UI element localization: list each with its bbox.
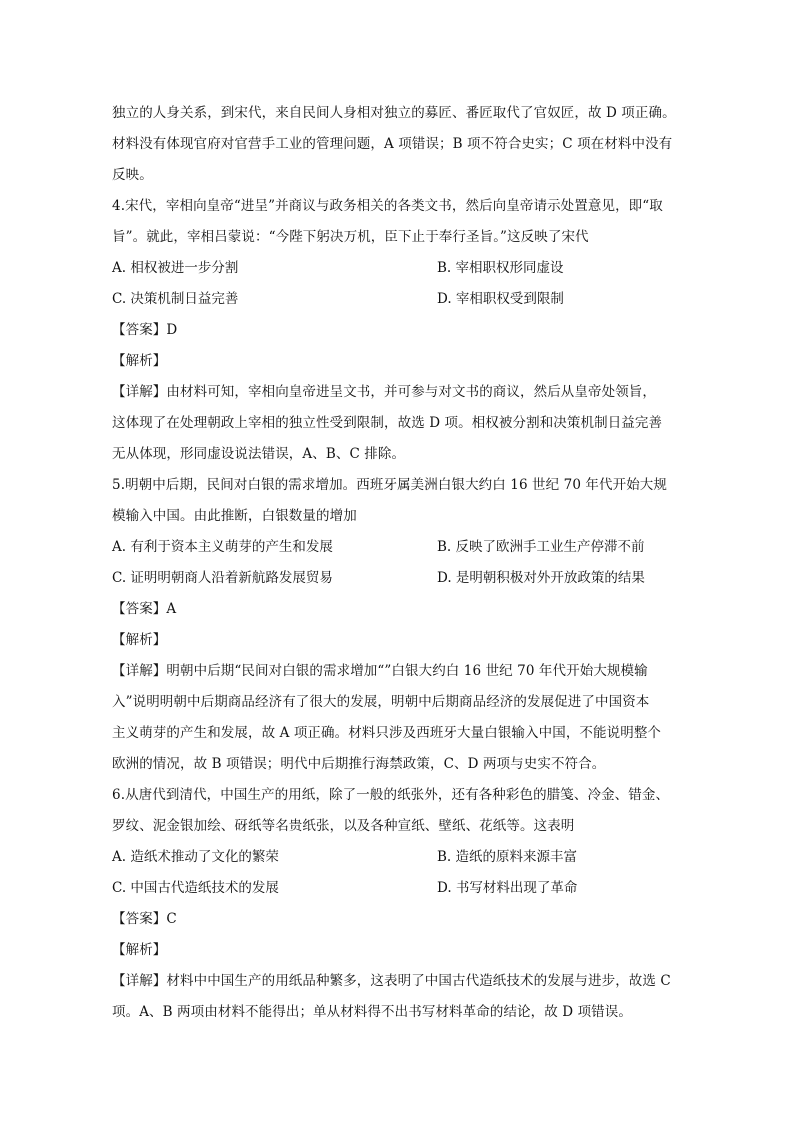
detail-line: 主义萌芽的产生和发展，故 A 项正确。材料只涉及西班牙大量白银输入中国，不能说明整个 — [112, 725, 662, 741]
analysis-label: 【解析】 — [112, 942, 167, 958]
option-row — [112, 873, 682, 904]
analysis-label: 【解析】 — [112, 632, 167, 648]
option-d: D. 书写材料出现了革命 — [437, 880, 578, 896]
question-stem: 模输入中国。由此推断，白银数量的增加 — [112, 508, 357, 524]
option-a: A. 造纸术推动了文化的繁荣 — [112, 849, 279, 865]
option-row — [112, 532, 682, 563]
option-row — [112, 253, 682, 284]
option-c: C. 证明明朝商人沿着新航路发展贸易 — [112, 570, 333, 586]
option-a: A. 相权被进一步分割 — [112, 260, 239, 276]
option-row — [112, 563, 682, 594]
question-6 — [112, 780, 682, 1028]
detail-line: 【详解】材料中中国生产的用纸品种繁多，这表明了中国古代造纸技术的发展与进步，故选 C — [112, 973, 671, 989]
question-4 — [112, 191, 682, 470]
analysis-label: 【解析】 — [112, 353, 167, 369]
intro-paragraph — [112, 98, 682, 191]
document-page — [112, 98, 682, 1028]
option-c: C. 中国古代造纸技术的发展 — [112, 880, 279, 896]
detail-line: 这体现了在处理朝政上宰相的独立性受到限制，故选 D 项。相权被分割和决策机制日益完善 — [112, 415, 663, 431]
option-row — [112, 842, 682, 873]
text-line: 反映。 — [112, 167, 153, 183]
question-stem: 5.明朝中后期，民间对白银的需求增加。西班牙属美洲白银大约白 16 世纪 70 年代开始大规 — [112, 477, 668, 493]
question-5 — [112, 470, 682, 780]
answer-line: 【答案】D — [112, 322, 178, 338]
question-stem: 4.宋代，宰相向皇帝“进呈”并商议与政务相关的各类文书，然后向皇帝请示处置意见，即“取 — [112, 198, 663, 214]
option-b: B. 造纸的原料来源丰富 — [437, 849, 578, 865]
answer-line: 【答案】A — [112, 601, 177, 617]
option-d: D. 宰相职权受到限制 — [437, 291, 564, 307]
text-line: 独立的人身关系，到宋代，来自民间人身相对独立的募匠、番匠取代了官奴匠，故 D 项正确。 — [112, 105, 676, 121]
option-d: D. 是明朝积极对外开放政策的结果 — [437, 570, 645, 586]
option-row — [112, 284, 682, 315]
question-stem: 6.从唐代到清代，中国生产的用纸，除了一般的纸张外，还有各种彩色的腊笺、冷金、错金、 — [112, 787, 670, 803]
question-stem: 罗纹、泥金银加绘、砑纸等名贵纸张，以及各种宣纸、壁纸、花纸等。这表明 — [112, 818, 575, 834]
answer-line: 【答案】C — [112, 911, 177, 927]
option-a: A. 有利于资本主义萌芽的产生和发展 — [112, 539, 333, 555]
option-c: C. 决策机制日益完善 — [112, 291, 239, 307]
detail-line: 无从体现，形同虚设说法错误，A、B、C 排除。 — [112, 446, 406, 462]
detail-line: 项。A、B 两项由材料不能得出；单从材料得不出书写材料革命的结论，故 D 项错误。 — [112, 1004, 632, 1020]
option-b: B. 宰相职权形同虚设 — [437, 260, 564, 276]
detail-line: 欧洲的情况，故 B 项错误；明代中后期推行海禁政策，C、D 两项与史实不符合。 — [112, 756, 606, 772]
option-b: B. 反映了欧洲手工业生产停滞不前 — [437, 539, 645, 555]
question-stem: 旨”。就此，宰相吕蒙说：“今陛下躬决万机，臣下止于奉行圣旨。”这反映了宋代 — [112, 229, 589, 245]
detail-line: 【详解】由材料可知，宰相向皇帝进呈文书，并可参与对文书的商议，然后从皇帝处领旨， — [112, 384, 656, 400]
text-line: 材料没有体现官府对官营手工业的管理问题，A 项错误；B 项不符合史实；C 项在材料中没有 — [112, 136, 673, 152]
detail-line: 入”说明明朝中后期商品经济有了很大的发展，明朝中后期商品经济的发展促进了中国资本 — [112, 694, 650, 710]
detail-line: 【详解】明朝中后期“民间对白银的需求增加“”白银大约白 16 世纪 70 年代开始大规模输 — [112, 663, 648, 679]
